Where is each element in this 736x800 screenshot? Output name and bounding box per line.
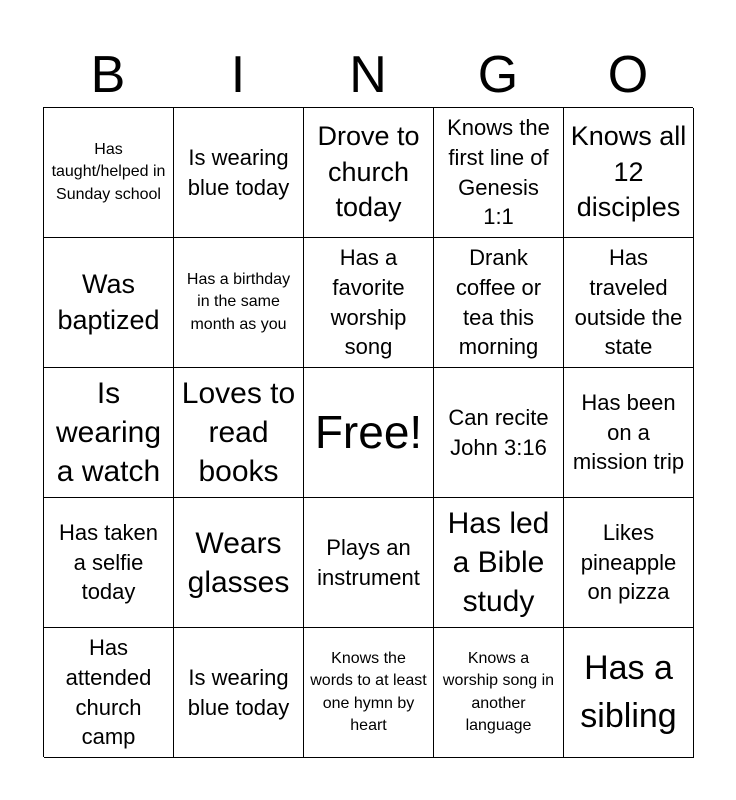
bingo-cell[interactable]: Likes pineapple on pizza xyxy=(564,498,694,628)
header-letter-g: G xyxy=(477,46,519,104)
bingo-cell[interactable]: Was baptized xyxy=(44,238,174,368)
bingo-cell[interactable]: Has a birthday in the same month as you xyxy=(174,238,304,368)
bingo-cell[interactable]: Can recite John 3:16 xyxy=(434,368,564,498)
header-letter-o: O xyxy=(607,46,649,104)
header-letter-n: N xyxy=(349,46,387,104)
bingo-cell[interactable]: Has taught/helped in Sunday school xyxy=(44,108,174,238)
bingo-cell[interactable]: Has led a Bible study xyxy=(434,498,564,628)
bingo-cell[interactable]: Has taken a selfie today xyxy=(44,498,174,628)
bingo-cell[interactable]: Wears glasses xyxy=(174,498,304,628)
bingo-cell[interactable]: Plays an instrument xyxy=(304,498,434,628)
bingo-cell[interactable]: Is wearing blue today xyxy=(174,628,304,758)
bingo-cell[interactable]: Is wearing blue today xyxy=(174,108,304,238)
bingo-cell[interactable]: Knows a worship song in another language xyxy=(434,628,564,758)
bingo-cell[interactable]: Is wearing a watch xyxy=(44,368,174,498)
bingo-cell[interactable]: Loves to read books xyxy=(174,368,304,498)
bingo-cell[interactable]: Has a favorite worship song xyxy=(304,238,434,368)
bingo-cell[interactable]: Has traveled outside the state xyxy=(564,238,694,368)
free-space[interactable]: Free! xyxy=(304,368,434,498)
header-letter-i: I xyxy=(230,46,246,104)
bingo-cell[interactable]: Drank coffee or tea this morning xyxy=(434,238,564,368)
bingo-cell[interactable]: Knows all 12 disciples xyxy=(564,108,694,238)
bingo-header xyxy=(43,42,693,108)
bingo-cell[interactable]: Has a sibling xyxy=(564,628,694,758)
bingo-cell[interactable]: Knows the first line of Genesis 1:1 xyxy=(434,108,564,238)
bingo-cell[interactable]: Drove to church today xyxy=(304,108,434,238)
header-letter-b: B xyxy=(90,46,126,104)
bingo-cell[interactable]: Has attended church camp xyxy=(44,628,174,758)
bingo-grid xyxy=(43,107,693,757)
bingo-cell[interactable]: Has been on a mission trip xyxy=(564,368,694,498)
bingo-cell[interactable]: Knows the words to at least one hymn by heart xyxy=(304,628,434,758)
